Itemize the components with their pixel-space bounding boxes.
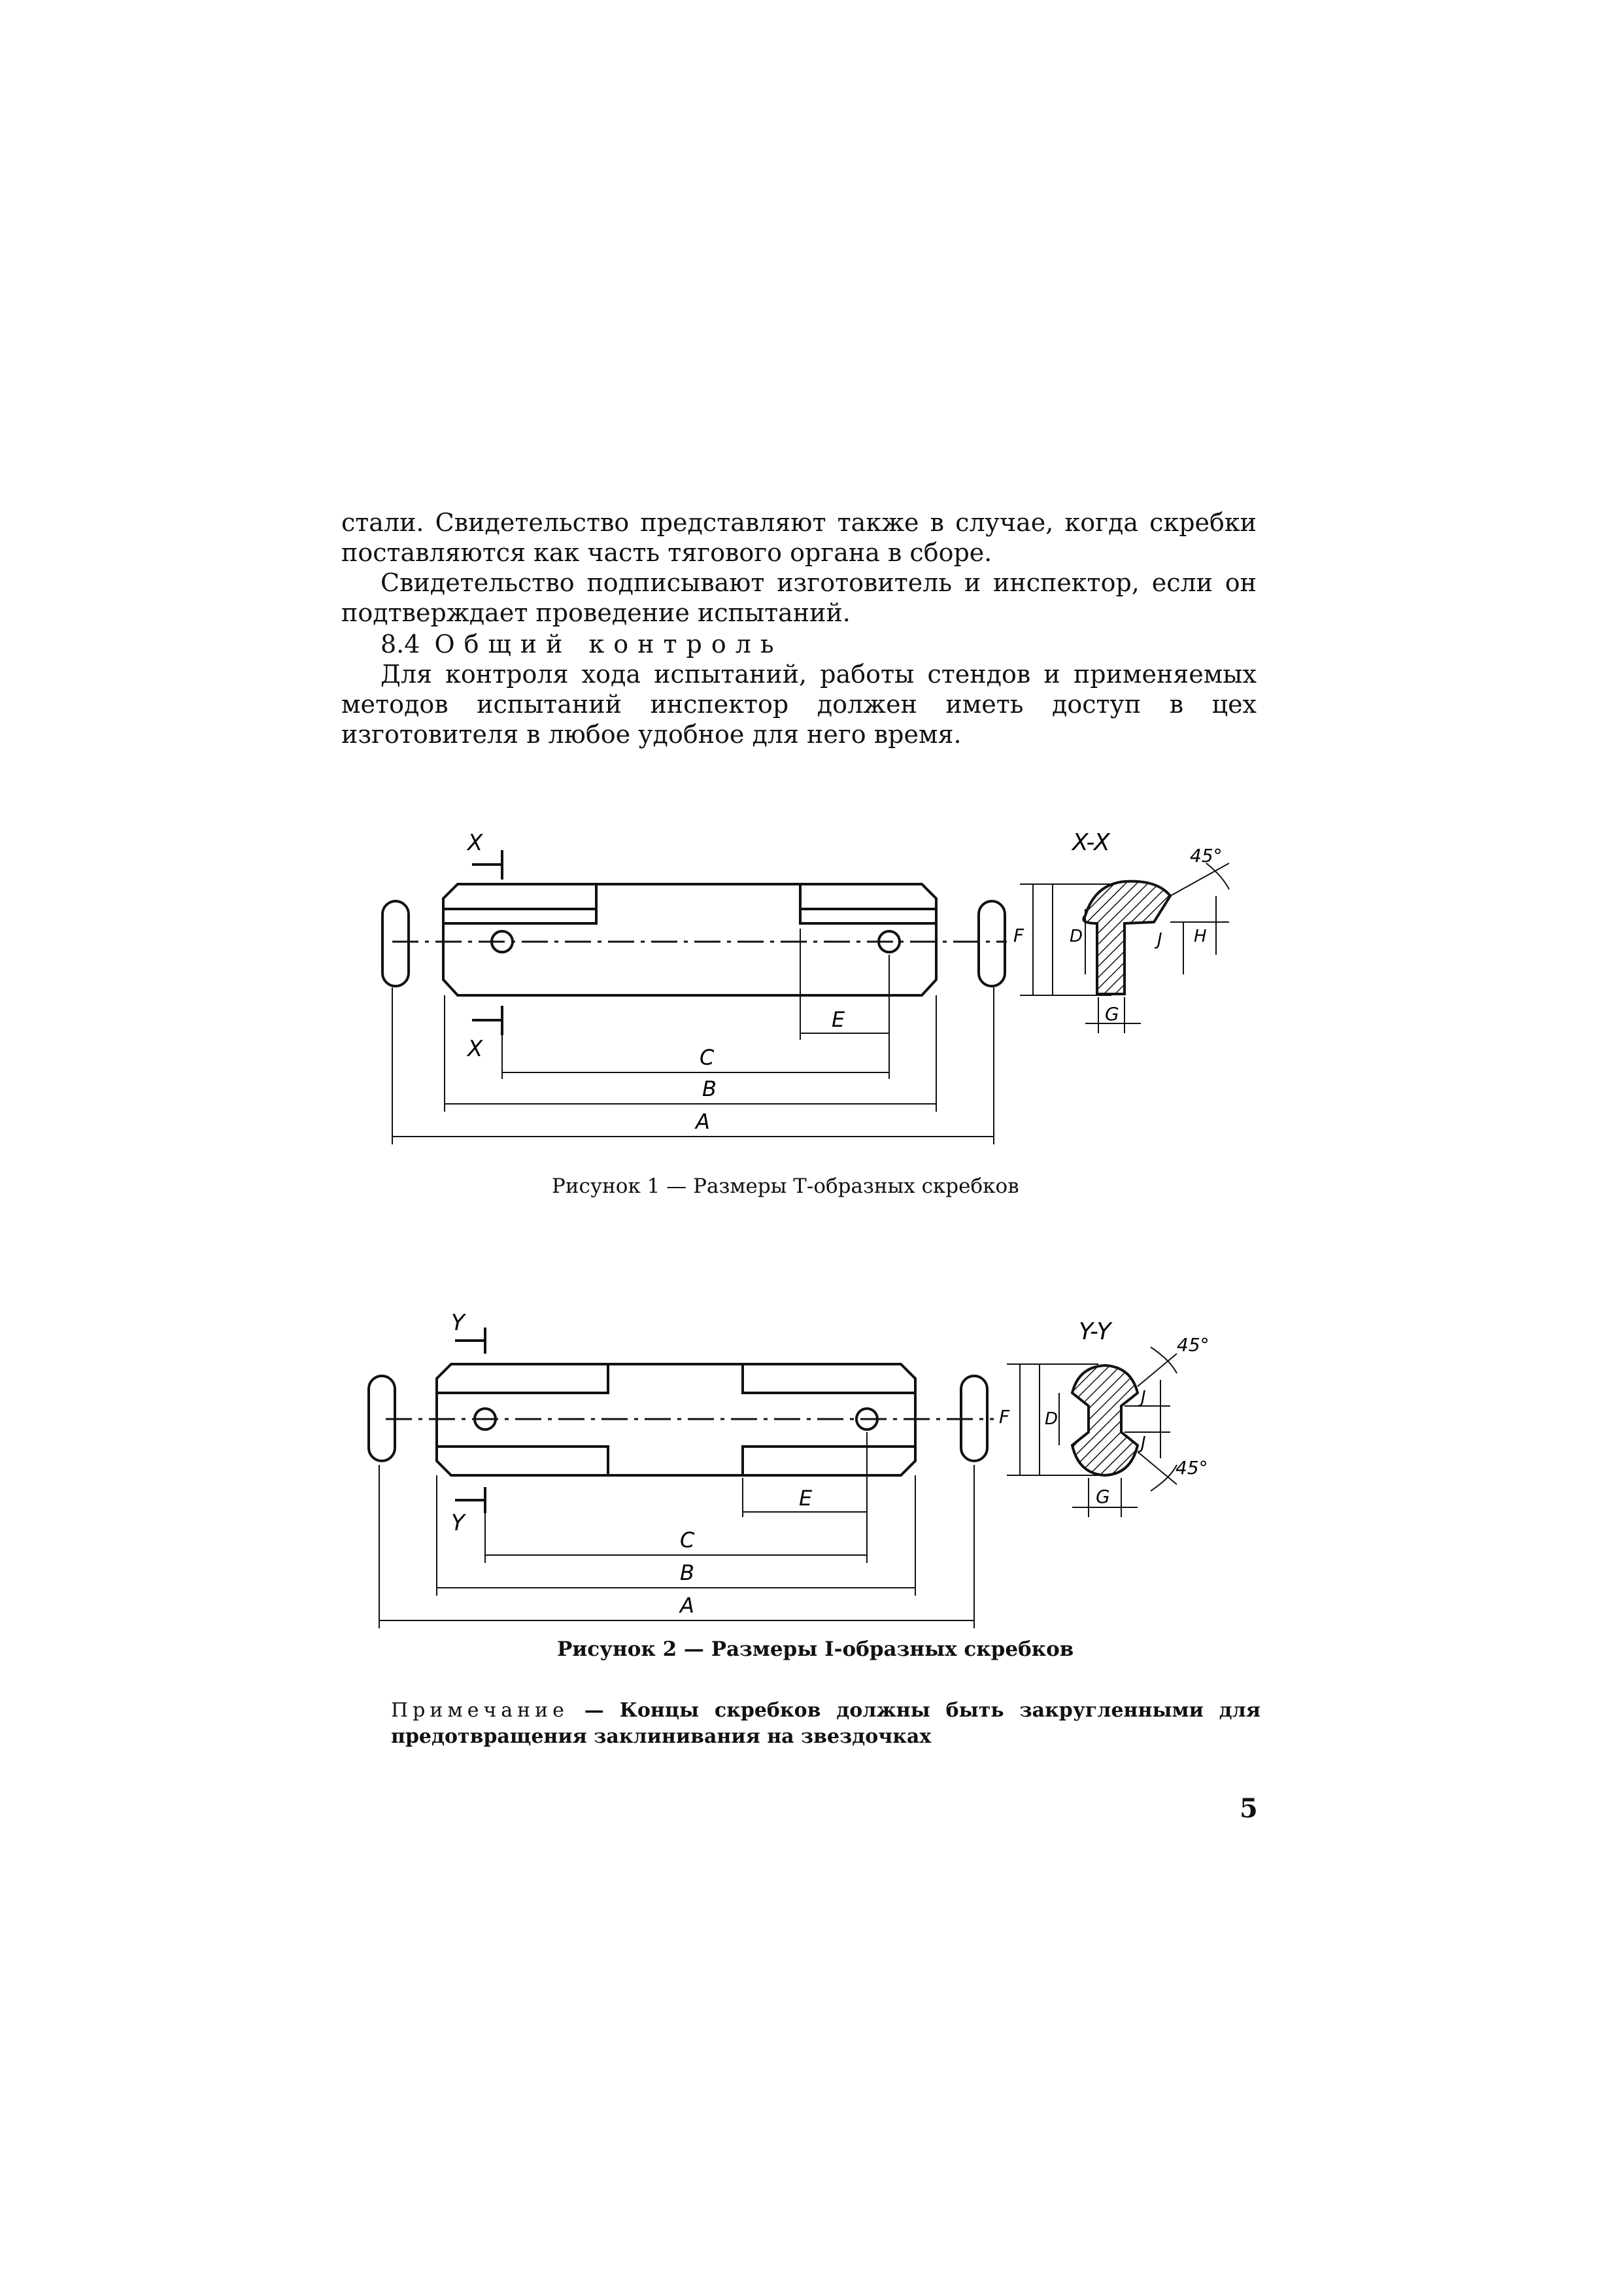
paragraph-certificate-signing: Свидетельство подписывают изготовитель и инспектор, если он подтверждает проведение испытаний. <box>341 568 1257 627</box>
note-lead: Примечание <box>391 1699 569 1722</box>
page-number: 5 <box>1240 1793 1258 1824</box>
section-title: Общий контроль <box>434 630 783 659</box>
figure2-angle-label-bottom: 45° <box>1176 1457 1208 1479</box>
figure1-dim-E: E <box>832 1007 845 1032</box>
figure1-dim-F: F <box>1013 925 1024 946</box>
figure1-section-label: X-X <box>1072 829 1110 856</box>
figure1-angle-label: 45° <box>1190 845 1223 866</box>
figure2-dim-J-top: J <box>1141 1388 1146 1407</box>
figure2-dim-F: F <box>999 1406 1010 1428</box>
figure1-flange-left <box>445 884 596 923</box>
figure2-dim-B: B <box>680 1560 694 1585</box>
figure2-section-mark-bottom <box>455 1487 485 1513</box>
figure2-dim-E: E <box>799 1486 813 1511</box>
figure1-dim-D: D <box>1070 927 1083 946</box>
note <box>391 1698 1260 1750</box>
note-text: — Концы скребков должны быть закругленными для предотвращения заклинивания на звездочках <box>391 1699 1260 1748</box>
figure2-dim-G: G <box>1096 1486 1110 1507</box>
figure1-dim-B: B <box>702 1076 717 1101</box>
figure1-section-mark-bottom <box>472 1006 502 1035</box>
figure2-dim-D: D <box>1045 1409 1058 1429</box>
figure2-flange-left-bottom <box>438 1447 608 1475</box>
figure1-dim-J: J <box>1157 930 1162 950</box>
figure1-bar-outline <box>443 884 936 995</box>
figure2-section-mark-bottom-label: Y <box>451 1510 465 1536</box>
figure2-dim-A: A <box>680 1593 694 1618</box>
figure1-dim-A: A <box>696 1109 710 1134</box>
section-number: 8.4 <box>381 630 420 659</box>
figure1-caption: Рисунок 1 — Размеры Т-образных скребков <box>552 1174 1019 1198</box>
figure2-caption: Рисунок 2 — Размеры I-образных скребков <box>557 1637 1074 1661</box>
figure2-flange-right-top <box>743 1364 914 1393</box>
figure2-cross-section <box>1072 1365 1138 1475</box>
figure1-chain-link-left <box>382 901 409 986</box>
figure2-flange-right-bottom <box>743 1447 914 1475</box>
figure1-dim-C: C <box>700 1045 715 1070</box>
figure1-section-mark-bottom-label: X <box>467 1036 483 1062</box>
paragraph-inspector-access: Для контроля хода испытаний, работы стендов и применяемых методов испытаний инспектор должен иметь доступ в цех изготовителя в любое удобное для него время. <box>341 660 1257 749</box>
figure1-dim-G: G <box>1105 1003 1119 1025</box>
figure1-chain-link-right <box>979 901 1005 986</box>
figure2-section-mark-top-label: Y <box>451 1310 465 1336</box>
figure2-dim-C: C <box>680 1528 695 1552</box>
figure1-section-mark-top-label: X <box>467 830 483 856</box>
figure2-dim-J-bottom: J <box>1141 1433 1146 1453</box>
figure2-angle-label-top: 45° <box>1177 1334 1210 1356</box>
figure2-section-label: Y-Y <box>1079 1318 1111 1345</box>
paragraph-certificate-cases: стали. Свидетельство представляют также в случае, когда скребки поставляются как часть тягового органа в сборе. <box>341 508 1257 567</box>
figure1-flange-right <box>800 884 935 923</box>
figure1-dim-H: H <box>1194 927 1207 946</box>
figure2-flange-left-top <box>438 1364 608 1393</box>
